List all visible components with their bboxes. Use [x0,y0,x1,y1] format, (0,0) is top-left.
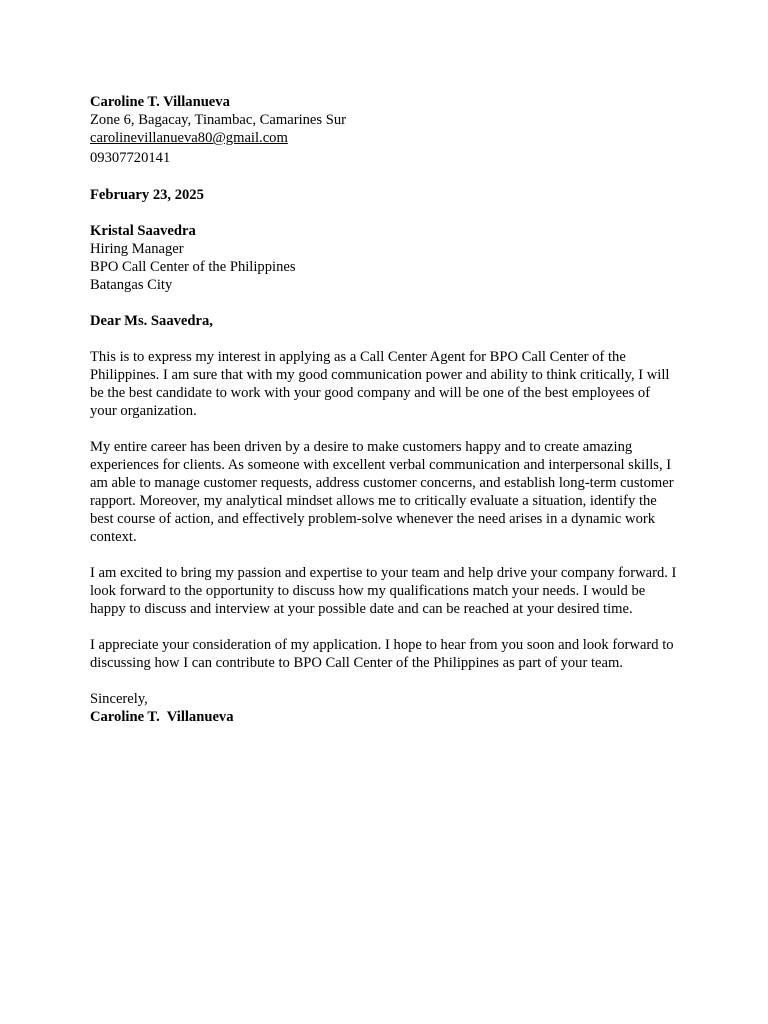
signature-name: Caroline T. Villanueva [90,709,234,725]
body-paragraph-3: I am excited to bring my passion and expertise to your team and help drive your company forward. I look forward to the opportunity to discuss how my qualifications match your needs. I would be happy to discuss and interview at your possible date and can be reached at your desired time. [90,565,677,617]
sender-name: Caroline T. Villanueva [90,94,230,110]
sender-phone: 09307720141 [90,150,171,166]
recipient-title: Hiring Manager [90,241,184,257]
letter-date: February 23, 2025 [90,187,204,203]
valediction: Sincerely, [90,691,148,707]
recipient-city: Batangas City [90,277,173,293]
cover-letter [90,93,680,726]
recipient-company: BPO Call Center of the Philippines [90,259,296,275]
body-paragraph-4: I appreciate your consideration of my application. I hope to hear from you soon and look forward to discussing how I can contribute to BPO Call Center of the Philippines as part of your team. [90,637,674,671]
sender-address: Zone 6, Bagacay, Tinambac, Camarines Sur [90,112,347,128]
sender-email-link[interactable]: carolinevillanueva80@gmail.com [90,130,288,146]
body-paragraph-1: This is to express my interest in applying as a Call Center Agent for BPO Call Center of the Philippines. I am sure that with my good communication power and ability to think critically, I will be the best candidate to work with your good company and will be one of the best employees of your organization. [90,349,670,419]
closing-block [90,690,680,726]
sender-block [90,93,680,167]
recipient-name: Kristal Saavedra [90,223,196,239]
recipient-block [90,222,680,294]
salutation: Dear Ms. Saavedra, [90,313,213,329]
body-paragraph-2: My entire career has been driven by a desire to make customers happy and to create amazing experiences for clients. As someone with excellent verbal communication and interpersonal skills, I am able to manage customer requests, address customer concerns, and establish long-term customer rapport. Moreover, my analytical mindset allows me to critically evaluate a situation, identify the best course of action, and effectively problem-solve whenever the need arises in a dynamic work context. [90,439,674,545]
